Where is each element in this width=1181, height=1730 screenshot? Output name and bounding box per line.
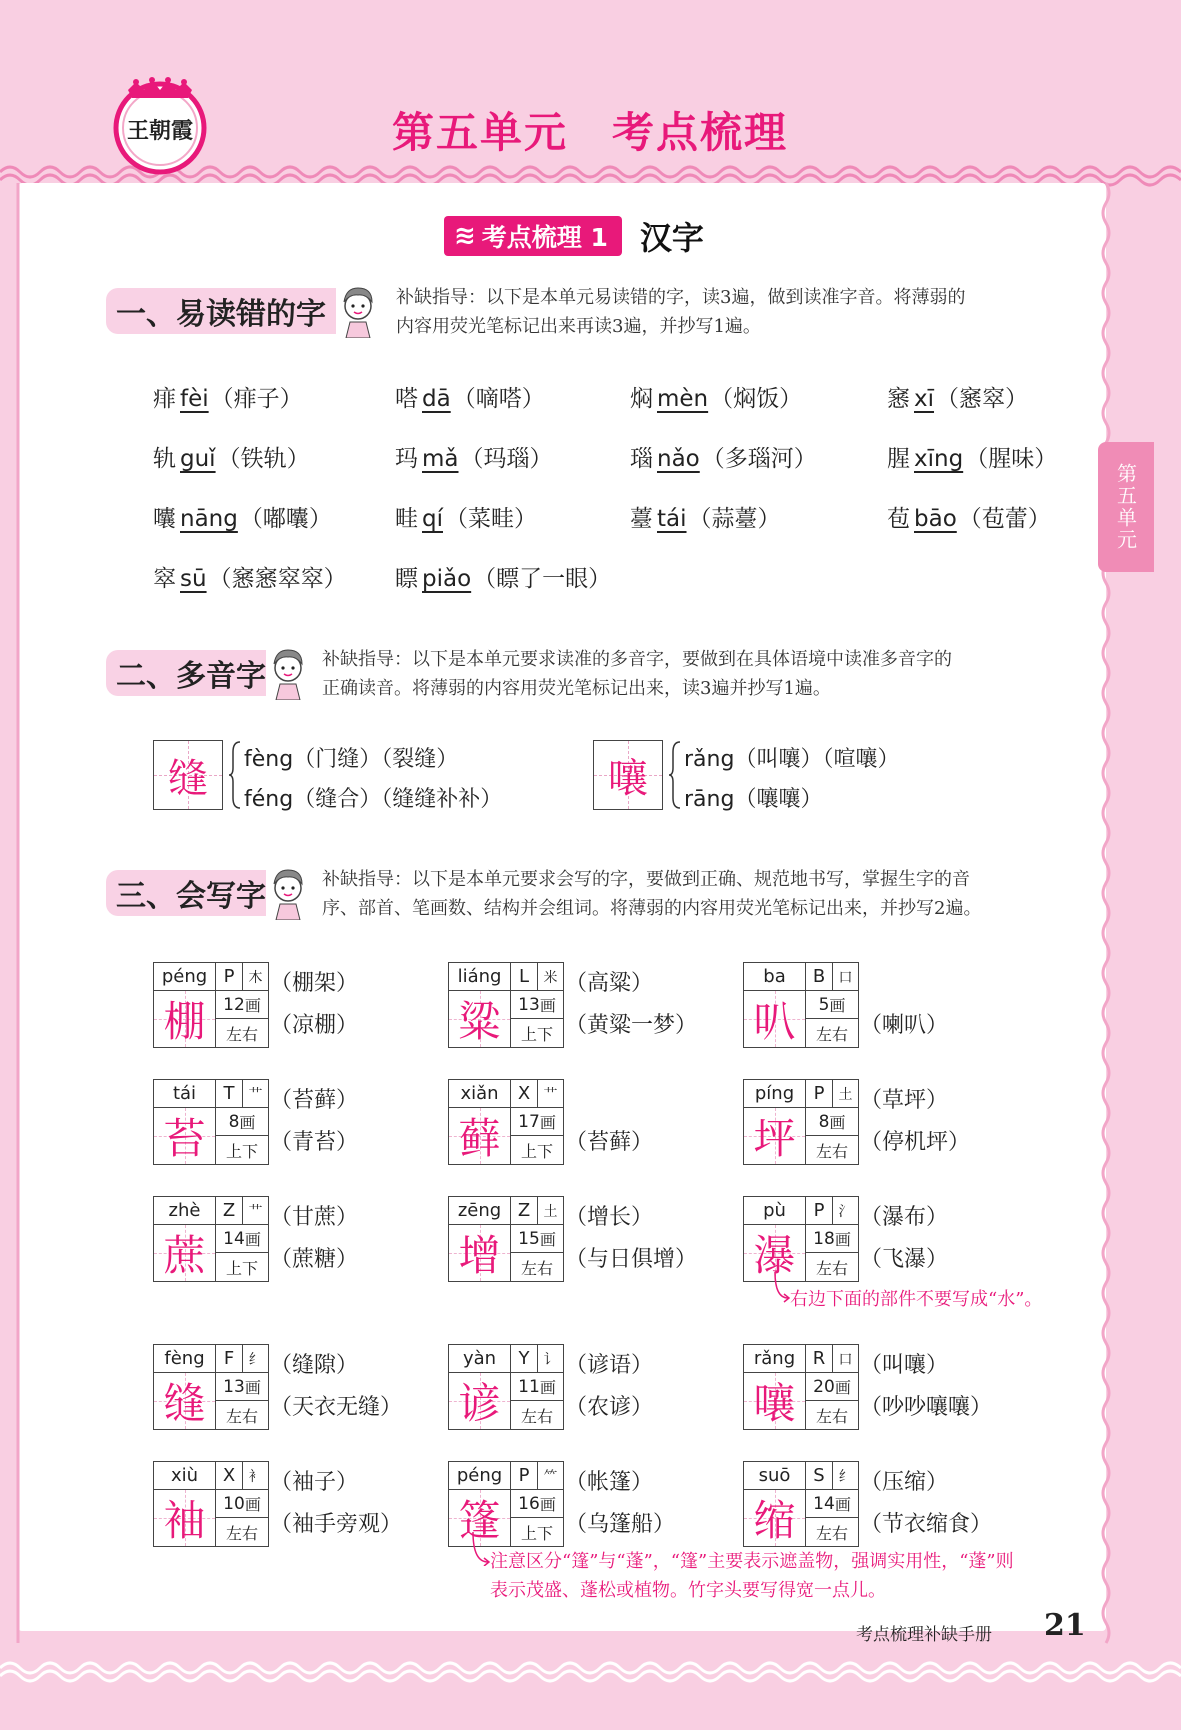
part3-label: 三、会写字: [106, 870, 266, 916]
card-structure: 左右: [815, 1523, 848, 1543]
reading-char: 窸: [887, 386, 910, 412]
stroke-count: 13: [518, 994, 540, 1015]
card-strokes: [806, 1108, 858, 1136]
stroke-count: 13: [223, 1376, 245, 1397]
card-character-glyph: 叭: [753, 997, 796, 1046]
card-character: [154, 991, 216, 1047]
card-radical: 艹: [243, 1197, 268, 1225]
card-structure: 左右: [520, 1406, 553, 1426]
card-word: （叫嚷）: [860, 1353, 949, 1378]
stroke-count: 5: [818, 994, 830, 1015]
polyphone-char: 嚷: [608, 755, 648, 802]
footer-label: 考点梳理补缺手册: [856, 1625, 992, 1645]
card-structure: 左右: [815, 1141, 848, 1161]
card-pinyin: ba: [744, 963, 806, 991]
card-structure: 上下: [225, 1258, 258, 1278]
stroke-unit: 画: [244, 1495, 261, 1514]
stroke-unit: 画: [539, 996, 556, 1015]
card-character: [449, 1108, 511, 1164]
card-word: （压缩）: [860, 1470, 949, 1495]
reading-char: 轨: [153, 446, 176, 472]
card-character: [744, 991, 806, 1047]
card-word: （喇叭）: [860, 1013, 949, 1038]
card-character-glyph: 苔: [163, 1114, 206, 1163]
card-radical: 米: [538, 963, 563, 991]
card-initial: R: [806, 1345, 833, 1373]
reading-pinyin: dā: [422, 386, 451, 412]
card-radical: 口: [833, 1345, 858, 1373]
card-radical: 艹: [243, 1080, 268, 1108]
card-character-glyph: 藓: [458, 1114, 501, 1163]
card-radical: 艹: [538, 1080, 563, 1108]
stroke-unit: 画: [539, 1230, 556, 1249]
card-initial: T: [216, 1080, 243, 1108]
reading-char: 玛: [395, 446, 418, 472]
card-word: （乌篷船）: [565, 1512, 676, 1537]
char-card: [153, 1344, 269, 1430]
reading-pinyin: xī: [914, 386, 935, 412]
stroke-count: 15: [518, 1228, 540, 1249]
reading-char: 苞: [887, 506, 910, 532]
char-card: [153, 1079, 269, 1165]
card-radical: 土: [833, 1080, 858, 1108]
reading-word: （窸窣）: [936, 386, 1029, 412]
card-character: [744, 1225, 806, 1281]
card-word: （凉棚）: [270, 1013, 359, 1038]
reading-word: （焖饭）: [710, 386, 803, 412]
card-character: [744, 1108, 806, 1164]
card-structure: 上下: [520, 1141, 553, 1161]
card-word: （飞瀑）: [860, 1247, 949, 1272]
card-character-glyph: 袖: [163, 1496, 206, 1545]
char-card: [448, 1079, 564, 1165]
stroke-count: 8: [228, 1111, 240, 1132]
reading-char: 焖: [630, 386, 653, 412]
card-initial: L: [511, 963, 538, 991]
card-strokes: [806, 991, 858, 1019]
card-word: （瀑布）: [860, 1205, 949, 1230]
card-word: （节衣缩食）: [860, 1512, 993, 1537]
card-pinyin: fèng: [154, 1345, 216, 1373]
card-strokes: [806, 1373, 858, 1401]
card-character: [154, 1490, 216, 1546]
reading-words: （门缝）（裂缝）: [293, 747, 459, 772]
char-card: [743, 1344, 859, 1430]
char-card: [448, 1196, 564, 1282]
footer-wave-border: [0, 1658, 1181, 1688]
stroke-unit: 画: [244, 1230, 261, 1249]
reading-item: [395, 560, 611, 593]
reading-item: [887, 440, 1057, 473]
reading-word: （窸窸窣窣）: [208, 566, 347, 592]
stroke-count: 10: [223, 1493, 245, 1514]
card-character: [449, 1225, 511, 1281]
reading-item: [630, 500, 781, 533]
reading-char: 畦: [395, 506, 418, 532]
reading-item: [887, 380, 1028, 413]
card-initial: P: [806, 1080, 833, 1108]
reading-word: （嘟囔）: [239, 506, 332, 532]
card-pinyin: yàn: [449, 1345, 511, 1373]
card-character: [449, 1490, 511, 1546]
stroke-unit: 画: [539, 1378, 556, 1397]
card-character-glyph: 坪: [753, 1114, 796, 1163]
card-word: （黄粱一梦）: [565, 1013, 698, 1038]
girl-avatar-icon: [266, 864, 310, 920]
reading-pinyin: sū: [180, 566, 207, 592]
char-card: [743, 962, 859, 1048]
reading-word: （苞蕾）: [958, 506, 1051, 532]
card-word: （草坪）: [860, 1088, 949, 1113]
polyphone-reading: [684, 742, 899, 773]
card-word: （棚架）: [270, 971, 359, 996]
reading-word: （菜畦）: [445, 506, 537, 532]
reading-word: （痱子）: [210, 386, 303, 412]
reading-char: 腥: [887, 446, 910, 472]
stroke-count: 11: [518, 1376, 540, 1397]
stroke-unit: 画: [834, 1378, 851, 1397]
reading-char: 痱: [153, 386, 176, 412]
card-structure: 左右: [225, 1024, 258, 1044]
part3-guide: 补缺指导：以下是本单元要求会写的字，要做到正确、规范地书写，掌握生字的音 序、部首、笔画数、结构并会组词。将薄弱的内容用荧光笔标记出来，并抄写2遍。: [322, 869, 982, 919]
reading-pinyin: mǎ: [422, 446, 459, 472]
card-word: （甘蔗）: [270, 1205, 359, 1230]
reading-pinyin: mèn: [657, 386, 709, 412]
card-pinyin: péng: [449, 1462, 511, 1490]
reading-item: [887, 500, 1051, 533]
card-character-glyph: 缝: [163, 1379, 206, 1428]
card-strokes: [511, 1108, 563, 1136]
card-strokes: [806, 1225, 858, 1253]
reading-pinyin: piǎo: [422, 566, 472, 592]
brand-logo: [104, 70, 216, 176]
reading-pinyin: rǎng: [684, 747, 735, 772]
page-number: 21: [1044, 1608, 1086, 1643]
card-radical: 纟: [243, 1345, 268, 1373]
logo-text: 王朝霞: [126, 118, 194, 144]
polyphone-char-box: [153, 740, 223, 810]
stroke-unit: 画: [539, 1113, 556, 1132]
card-word: （增长）: [565, 1205, 654, 1230]
card-pinyin: píng: [744, 1080, 806, 1108]
card-initial: P: [216, 963, 243, 991]
card-character-glyph: 蔗: [163, 1231, 206, 1280]
card-word: （天衣无缝）: [270, 1395, 403, 1420]
card-pinyin: zēng: [449, 1197, 511, 1225]
reading-word: （玛瑙）: [460, 446, 553, 472]
reading-char: 囔: [153, 506, 176, 532]
card-pinyin: zhè: [154, 1197, 216, 1225]
card-strokes: [806, 1490, 858, 1518]
stroke-count: 18: [813, 1228, 835, 1249]
brace-icon: [669, 740, 681, 810]
card-character: [744, 1490, 806, 1546]
card-pinyin: xiù: [154, 1462, 216, 1490]
reading-word: （腥味）: [965, 446, 1058, 472]
card-character-glyph: 瀑: [753, 1231, 796, 1280]
reading-pinyin: bāo: [914, 506, 957, 532]
stroke-unit: 画: [829, 1113, 846, 1132]
stroke-count: 20: [813, 1376, 835, 1397]
reading-pinyin: guǐ: [180, 446, 216, 472]
card-word: （停机坪）: [860, 1130, 971, 1155]
card-radical: 口: [833, 963, 858, 991]
section-badge: [444, 216, 622, 256]
note-pu: 右边下面的部件不要写成“水”。: [790, 1289, 1043, 1310]
char-card: [743, 1196, 859, 1282]
reading-item: [153, 380, 303, 413]
card-initial: P: [511, 1462, 538, 1490]
card-pinyin: péng: [154, 963, 216, 991]
stroke-unit: 画: [539, 1495, 556, 1514]
reading-word: （铁轨）: [217, 446, 310, 472]
card-word: （高粱）: [565, 971, 654, 996]
card-word: （蔗糖）: [270, 1247, 359, 1272]
card-strokes: [216, 1490, 268, 1518]
reading-item: [153, 560, 347, 593]
section-badge-label: 考点梳理 1: [481, 223, 608, 252]
card-radical: 土: [538, 1197, 563, 1225]
card-character-glyph: 棚: [163, 997, 206, 1046]
side-unit-tab[interactable]: 第五单元: [1098, 442, 1154, 572]
card-initial: X: [216, 1462, 243, 1490]
card-character-glyph: 谚: [458, 1379, 501, 1428]
page-title: 第五单元 考点梳理: [391, 108, 788, 157]
note-peng-line1: 注意区分“篷”与“蓬”，“篷”主要表示遮盖物，强调实用性，“蓬”则: [490, 1551, 1014, 1572]
card-character: [154, 1108, 216, 1164]
card-pinyin: suō: [744, 1462, 806, 1490]
card-structure: 左右: [225, 1523, 258, 1543]
polyphone-reading: [244, 742, 458, 773]
card-structure: 上下: [225, 1141, 258, 1161]
reading-item: [395, 500, 537, 533]
reading-char: 瞟: [395, 566, 418, 592]
reading-char: 瑙: [630, 446, 653, 472]
card-structure: 左右: [520, 1258, 553, 1278]
card-character: [449, 1373, 511, 1429]
card-structure: 左右: [225, 1406, 258, 1426]
card-strokes: [216, 1225, 268, 1253]
card-strokes: [216, 1373, 268, 1401]
reading-word: （瞟了一眼）: [473, 566, 612, 592]
char-card: [153, 962, 269, 1048]
reading-words: （嚷嚷）: [734, 787, 823, 812]
reading-item: [395, 380, 545, 413]
card-initial: F: [216, 1345, 243, 1373]
card-pinyin: liáng: [449, 963, 511, 991]
stroke-count: 16: [518, 1493, 540, 1514]
card-character-glyph: 缩: [753, 1496, 796, 1545]
card-initial: Y: [511, 1345, 538, 1373]
section-heading: [444, 216, 704, 256]
reading-pinyin: nǎo: [657, 446, 700, 472]
card-pinyin: tái: [154, 1080, 216, 1108]
card-strokes: [216, 1108, 268, 1136]
card-initial: Z: [511, 1197, 538, 1225]
card-word: （苔藓）: [270, 1088, 359, 1113]
part1-label: 一、易读错的字: [106, 288, 336, 334]
reading-word: （多瑙河）: [701, 446, 817, 472]
stroke-unit: 画: [829, 996, 846, 1015]
card-word: （帐篷）: [565, 1470, 654, 1495]
card-character-glyph: 篷: [458, 1496, 501, 1545]
stroke-count: 8: [818, 1111, 830, 1132]
reading-pinyin: tái: [657, 506, 687, 532]
card-character: [154, 1225, 216, 1281]
card-strokes: [511, 1225, 563, 1253]
brace-icon: [229, 740, 241, 810]
section-name: 汉字: [639, 219, 704, 257]
card-initial: B: [806, 963, 833, 991]
card-word: （谚语）: [565, 1353, 654, 1378]
card-word: （农谚）: [565, 1395, 654, 1420]
card-pinyin: xiǎn: [449, 1080, 511, 1108]
reading-item: [630, 440, 817, 473]
card-radical: 纟: [833, 1462, 858, 1490]
stroke-count: 17: [518, 1111, 540, 1132]
card-structure: 左右: [815, 1024, 848, 1044]
char-card: [743, 1461, 859, 1547]
reading-pinyin: fèi: [180, 386, 209, 412]
card-word: （吵吵嚷嚷）: [860, 1395, 993, 1420]
card-character: [744, 1373, 806, 1429]
stroke-count: 14: [813, 1493, 835, 1514]
char-card: [743, 1079, 859, 1165]
girl-avatar-icon: [266, 644, 310, 700]
card-character-glyph: 增: [458, 1231, 501, 1280]
reading-words: （叫嚷）（喧嚷）: [734, 747, 900, 772]
part2-label: 二、多音字: [106, 650, 266, 696]
reading-pinyin: xīng: [914, 446, 964, 472]
reading-pinyin: fèng: [244, 747, 294, 772]
char-card: [448, 1461, 564, 1547]
stroke-unit: 画: [239, 1113, 256, 1132]
char-card: [153, 1196, 269, 1282]
polyphone-char: 缝: [168, 755, 208, 802]
girl-avatar-icon: [336, 282, 380, 338]
polyphone-char-box: [593, 740, 663, 810]
stroke-unit: 画: [834, 1230, 851, 1249]
card-word: （与日俱增）: [565, 1247, 698, 1272]
reading-char: 薹: [630, 506, 653, 532]
stroke-count: 14: [223, 1228, 245, 1249]
card-strokes: [511, 1490, 563, 1518]
reading-words: （缝合）（缝缝补补）: [293, 787, 503, 812]
char-card: [153, 1461, 269, 1547]
reading-item: [153, 440, 310, 473]
part2-guide: 补缺指导：以下是本单元要求读准的多音字，要做到在具体语境中读准多音字的 正确读音。将薄弱的内容用荧光笔标记出来，读3遍并抄写1遍。: [322, 649, 952, 699]
reading-pinyin: rāng: [684, 787, 735, 812]
card-strokes: [511, 1373, 563, 1401]
reading-word: （蒜薹）: [688, 506, 781, 532]
card-radical: 木: [243, 963, 268, 991]
card-initial: Z: [216, 1197, 243, 1225]
reading-word: （嘀嗒）: [452, 386, 545, 412]
reading-pinyin: féng: [244, 787, 294, 812]
part1-guide: 补缺指导：以下是本单元易读错的字，读3遍，做到读准字音。将薄弱的 内容用荧光笔标记出来再读3遍，并抄写1遍。: [396, 287, 966, 337]
card-radical: 氵: [833, 1197, 858, 1225]
card-pinyin: rǎng: [744, 1345, 806, 1373]
card-structure: 上下: [520, 1523, 553, 1543]
note-peng-line2: 表示茂盛、蓬松或植物。竹字头要写得宽一点儿。: [490, 1580, 886, 1601]
card-character-glyph: 嚷: [753, 1379, 796, 1428]
card-initial: S: [806, 1462, 833, 1490]
char-card: [448, 1344, 564, 1430]
card-initial: X: [511, 1080, 538, 1108]
stroke-unit: 画: [244, 996, 261, 1015]
card-strokes: [511, 991, 563, 1019]
card-radical: ⺮: [538, 1462, 563, 1490]
stroke-count: 12: [223, 994, 245, 1015]
reading-item: [630, 380, 802, 413]
polyphone-reading: [244, 782, 502, 813]
stroke-unit: 画: [244, 1378, 261, 1397]
card-structure: 上下: [520, 1024, 553, 1044]
card-strokes: [216, 991, 268, 1019]
reading-pinyin: nāng: [180, 506, 238, 532]
reading-pinyin: qí: [422, 506, 443, 532]
card-pinyin: pù: [744, 1197, 806, 1225]
card-radical: 讠: [538, 1345, 563, 1373]
card-initial: P: [806, 1197, 833, 1225]
card-character: [449, 991, 511, 1047]
card-character-glyph: 粱: [458, 997, 501, 1046]
reading-char: 嗒: [395, 386, 418, 412]
card-word: （缝隙）: [270, 1353, 359, 1378]
polyphone-reading: [684, 782, 822, 813]
reading-item: [395, 440, 553, 473]
card-radical: 衤: [243, 1462, 268, 1490]
card-structure: 左右: [815, 1258, 848, 1278]
card-word: （苔藓）: [565, 1130, 654, 1155]
card-word: （袖子）: [270, 1470, 359, 1495]
card-structure: 左右: [815, 1406, 848, 1426]
card-word: （青苔）: [270, 1130, 359, 1155]
card-character: [154, 1373, 216, 1429]
card-word: （袖手旁观）: [270, 1512, 403, 1537]
reading-char: 窣: [153, 566, 176, 592]
char-card: [448, 962, 564, 1048]
stroke-unit: 画: [834, 1495, 851, 1514]
reading-item: [153, 500, 332, 533]
wave-lines-icon: ≋: [454, 221, 476, 251]
